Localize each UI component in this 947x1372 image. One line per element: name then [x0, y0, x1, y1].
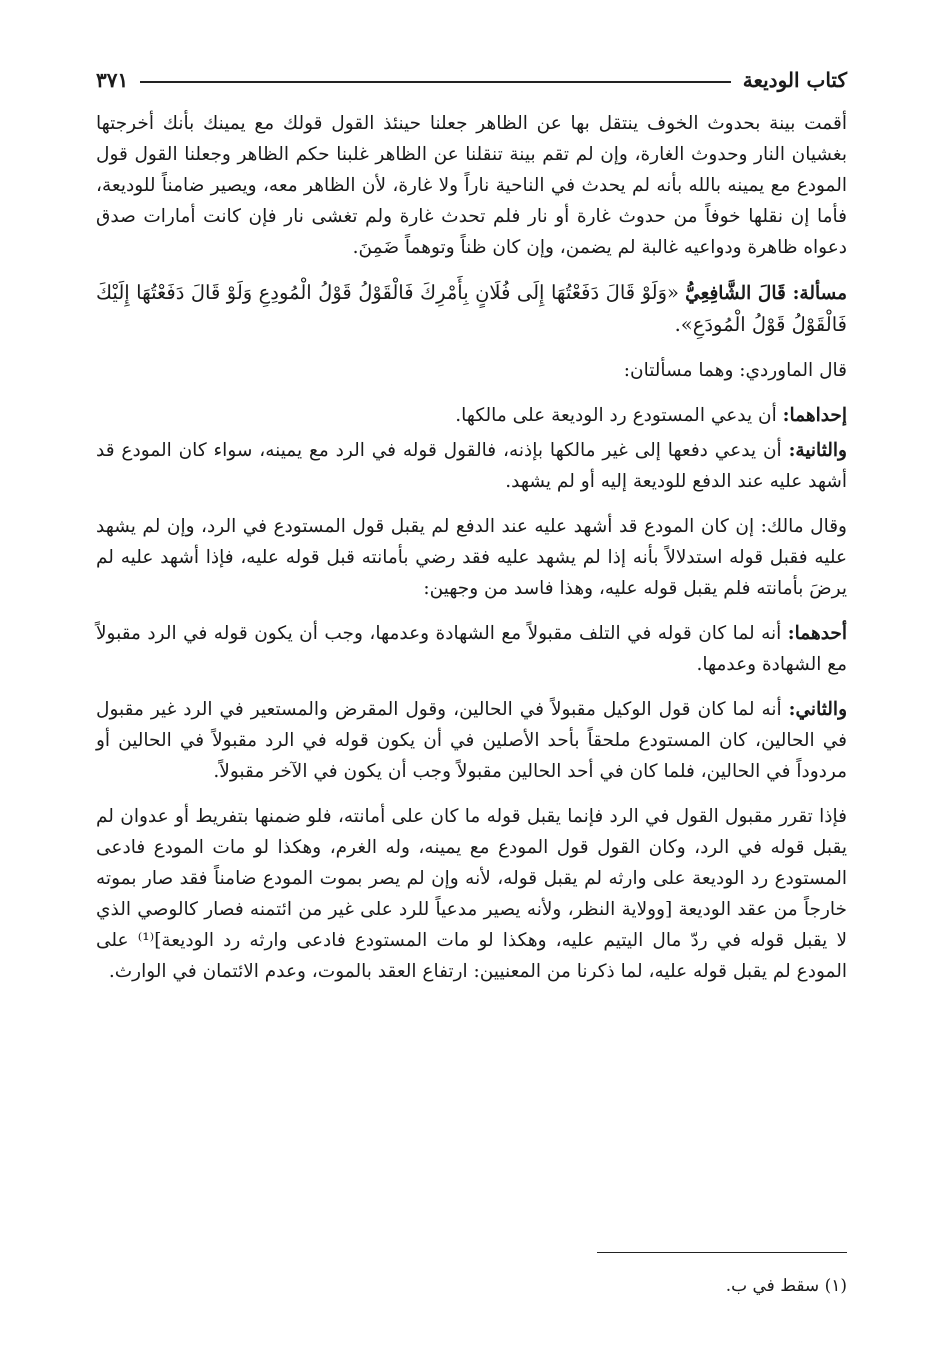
footnote-rule — [597, 1252, 847, 1253]
paragraph-text: أن يدعي دفعها إلى غير مالكها بإذنه، فالقول قوله في الرد مع يمينه، سواء كان المودع قد أشهد عليه عند الدفع للوديعة إليه أو لم يشهد. — [96, 440, 847, 492]
paragraph-label: أحدهما: — [787, 623, 847, 644]
footnote-text: (١) سقط في ب. — [725, 1276, 847, 1296]
paragraph-label: إحداهما: — [782, 405, 847, 426]
page-header — [96, 62, 847, 98]
paragraph-8 — [96, 694, 847, 787]
paragraph-label: مسألة: قَالَ الشَّافِعِيُّ — [685, 283, 848, 304]
paragraph-4 — [96, 400, 847, 431]
chapter-title: كتاب الوديعة — [742, 68, 847, 92]
paragraph-text: وقال مالك: إن كان المودع قد أشهد عليه عند الدفع لم يقبل قول المستودع في الرد، وإن لم يشهد عليه فقبل قوله استدلالاً بأنه إذا لم يشهد عليه فقد رضي بأمانته قبل قوله عليه، فإذا أشهد عليه لم يرضَ بأمانته فلم يقبل قوله عليه، وهذا فاسد من وجهين: — [96, 516, 847, 599]
paragraph-text: أقمت بينة بحدوث الخوف ينتقل بها عن الظاهر جعلنا حينئذ القول قولك مع يمينك بأنك أخرجتها بغشيان النار وحدوث الغارة، وإن لم تقم بينة تنقلنا عن الظاهر غلبنا حكم الظاهر وجعلنا القول قول المودع مع يمينه بالله بأنه لم يحدث في الناحية ناراً ولا غارة، لأن الظاهر معه، ويصير ضامناً للوديعة، فأما إن نقلها خوفاً من حدوث غارة أو نار فلم تحدث غارة ولم تغشى نار فإن كانت أمارات صدق دعواه ظاهرة ودواعيه غالبة لم يضمن، وإن كان ظناً وتوهماً ضَمِنَ. — [96, 113, 847, 258]
quoted-text: «وَلَوْ قَالَ دَفَعْتُهَا إِلَى فُلَانٍ بِأَمْرِكَ فَالْقَوْلُ قَوْلُ الْمُودِعِ وَلَوْ قَالَ دَفَعْتُهَا إِلَيْكَ فَالْقَوْلُ قَوْلُ الْمُودَعِ». — [96, 281, 847, 336]
paragraph-7 — [96, 618, 847, 680]
paragraph-5 — [96, 435, 847, 497]
paragraph-label: والثاني: — [788, 699, 847, 720]
page-body — [96, 108, 847, 987]
paragraph-3 — [96, 355, 847, 386]
paragraph-2-masala — [96, 277, 847, 341]
header-rule — [140, 81, 730, 83]
paragraph-6 — [96, 511, 847, 604]
paragraph-text: قال الماوردي: وهما مسألتان: — [623, 360, 847, 381]
paragraph-text: أن يدعي المستودع رد الوديعة على مالكها. — [455, 405, 777, 426]
paragraph-text: أنه لما كان قوله في التلف مقبولاً مع الشهادة وعدمها، وجب أن يكون قوله في الرد مقبولاً مع الشهادة وعدمها. — [96, 623, 847, 675]
page-number: ٣٧١ — [96, 68, 129, 92]
footnote — [726, 1276, 847, 1296]
paragraph-text: فإذا تقرر مقبول القول في الرد فإنما يقبل قوله ما كان على أمانته، فلو ضمنها بتفريط أو عدوان لم يقبل قوله في الرد، وكان القول قول المودع مع يمينه، وله الغرم، وهكذا لو مات المودع فادعى المستودع رد الوديعة على وارثه لم يقبل قوله، لأنه وإن لم يصر بموت المودع ضامناً فقد صار بموته خارجاً من عقد الوديعة [وولاية النظر، ولأنه يصير مدعياً للرد على غير من ائتمنه فصار كالوصي الذي لا يقبل قوله في ردّ مال اليتيم عليه، وهكذا لو مات المستودع فادعى وارثه رد الوديعة]⁽¹⁾ على المودع لم يقبل قوله عليه، لما ذكرنا من المعنيين: ارتفاع العقد بالموت، وعدم الائتمان في الوارث. — [96, 806, 847, 982]
paragraph-text: أنه لما كان قول الوكيل مقبولاً في الحالين، وقول المقرض والمستعير في الرد غير مقبول في الحالين، كان المستودع ملحقاً بأحد الأصلين في أن يكون قوله في الرد مقبولاً في الحالين أو مردوداً في الحالين، فلما كان في أحد الحالين مقبولاً وجب أن يكون في الآخر مقبولاً. — [96, 699, 847, 782]
paragraph-9 — [96, 801, 847, 987]
paragraph-1 — [96, 108, 847, 263]
paragraph-label: والثانية: — [788, 440, 847, 461]
